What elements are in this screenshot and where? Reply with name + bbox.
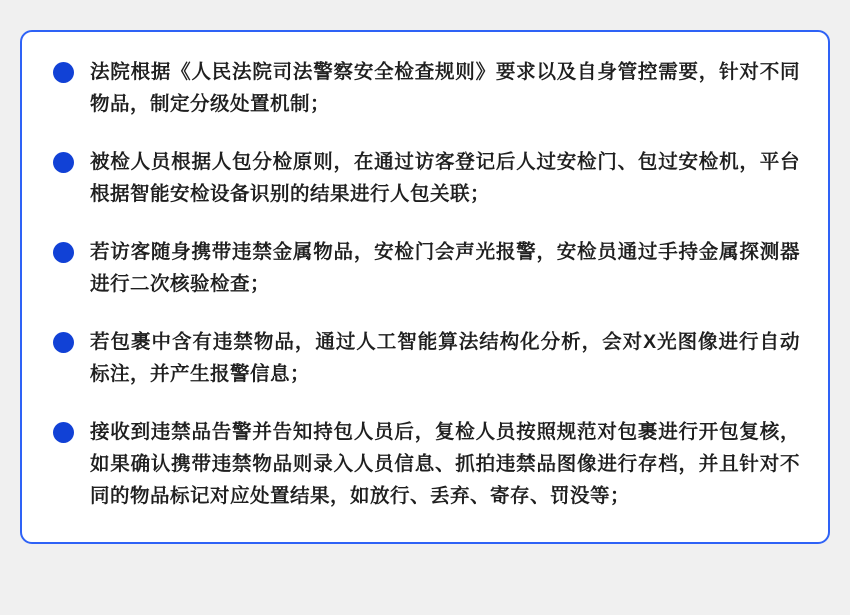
list-item-text: 接收到违禁品告警并告知持包人员后，复检人员按照规范对包裹进行开包复核，如果确认携带违禁物品则录入人员信息、抓拍违禁品图像进行存档，并且针对不同的物品标记对应处置结果，如放行、丢弃、寄存、罚没等； [90,421,800,507]
list-item [34,416,800,512]
list-item [34,56,800,120]
list-item-text: 若包裹中含有违禁物品，通过人工智能算法结构化分析，会对X光图像进行自动标注，并产生报警信息； [90,331,800,385]
bullet-dot-icon [53,62,74,83]
info-card [20,30,830,544]
list-item [34,146,800,210]
list-item-text: 若访客随身携带违禁金属物品，安检门会声光报警，安检员通过手持金属探测器进行二次核验检查； [90,241,800,295]
list-item [34,326,800,390]
bullet-dot-icon [53,422,74,443]
bullet-dot-icon [53,332,74,353]
list-item-text: 被检人员根据人包分检原则，在通过访客登记后人过安检门、包过安检机，平台根据智能安检设备识别的结果进行人包关联； [90,151,800,205]
bullet-dot-icon [53,152,74,173]
list-item [34,236,800,300]
bullet-dot-icon [53,242,74,263]
list-item-text: 法院根据《人民法院司法警察安全检查规则》要求以及自身管控需要，针对不同物品，制定分级处置机制； [90,61,800,115]
